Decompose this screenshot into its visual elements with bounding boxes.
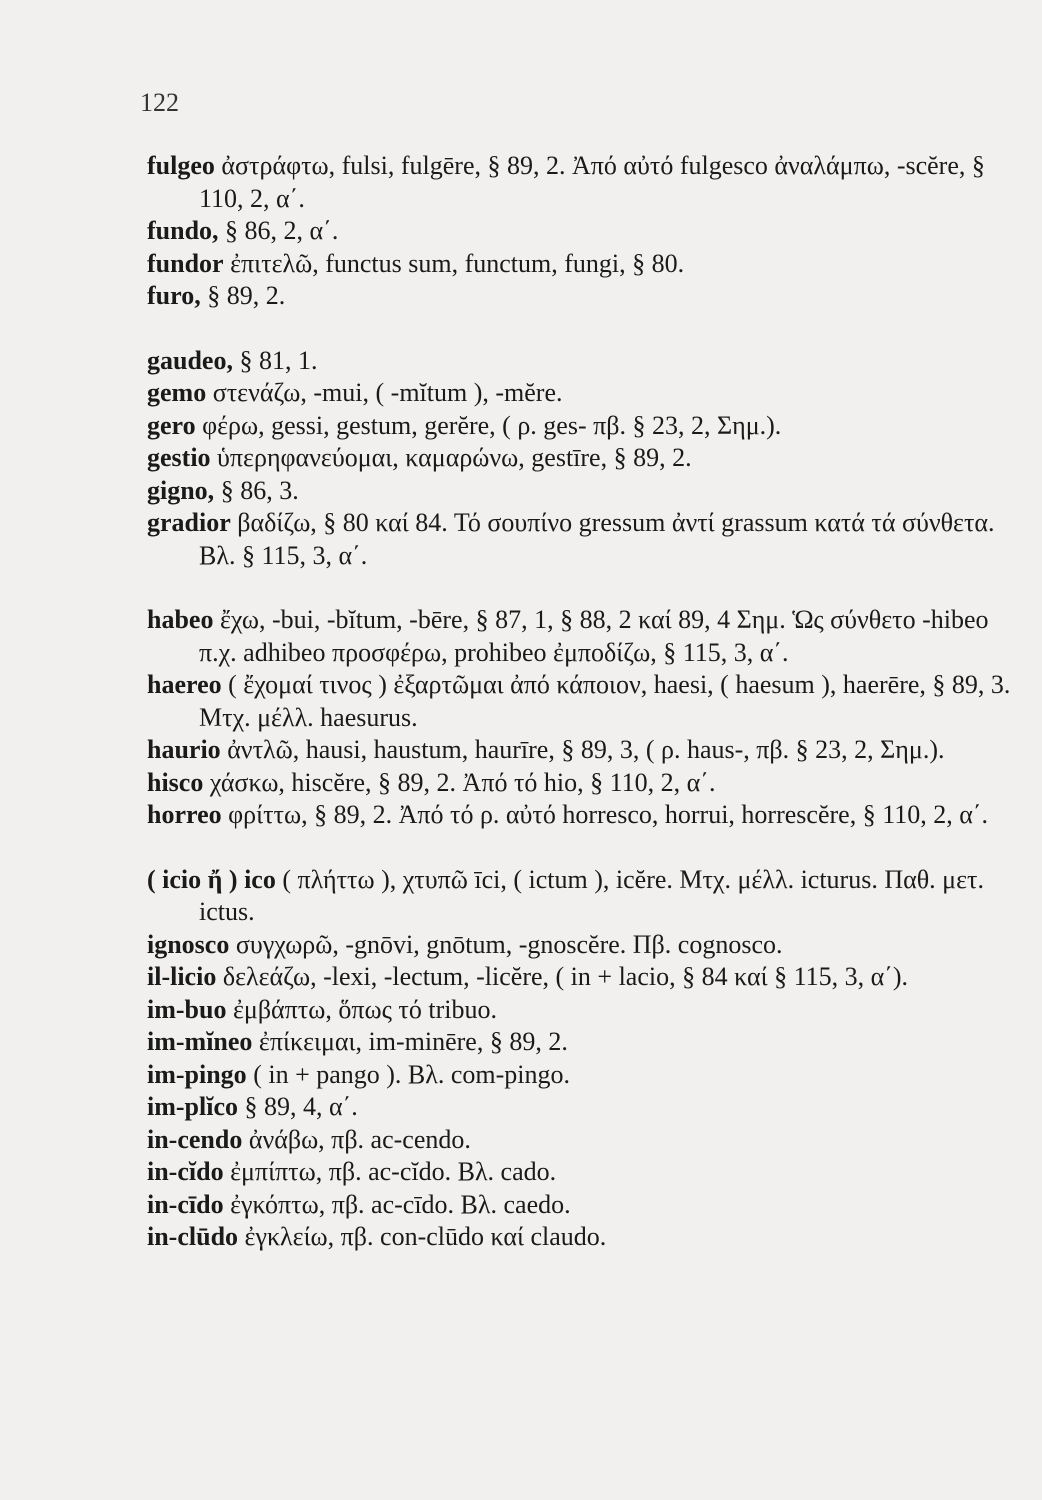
entry-body: ἔχω, -bui, -bĭtum, -bēre, § 87, 1, § 88, 2 καί 89, 4 Σημ. Ὡς σύνθετο -hibeo π.χ. adhibeo προσφέρω, prohibeo ἐμποδίζω, § 115, 3, α΄. [199,605,989,667]
entry-head: im-plĭco [147,1092,238,1121]
entry-gemo [147,377,1027,410]
entry-body: στενάζω, -mui, ( -mĭtum ), -mĕre. [212,378,563,407]
entry-head: haurio [147,735,221,764]
entry-head: ignosco [147,929,230,959]
entry-in-cido-short [147,1156,1027,1189]
entry-head: in-cīdo [147,1189,224,1219]
entry-body: ἀντλῶ, hausi, haustum, haurīre, § 89, 3, ( ρ. haus-, πβ. § 23, 2, Σημ.). [227,735,945,764]
entry-haurio [147,734,1027,767]
entry-gradior [147,507,1027,572]
entry-body: § 86, 3. [220,475,299,505]
entry-head: haereo [147,670,222,699]
entry-body: ( πλήττω ), χτυπῶ īci, ( ictum ), icĕre. Μτχ. μέλλ. icturus. Παθ. μετ. ictus. [199,864,984,926]
entry-head: gemo [147,378,207,407]
entry-fundo [147,215,1027,248]
entry-body: βαδίζω, § 80 καί 84. Τό σουπίνο gressum ἀντί grassum κατά τά σύνθετα. Βλ. § 115, 3, α΄. [199,508,995,570]
entry-im-pingo [147,1059,1027,1092]
entry-head: gigno, [147,475,215,505]
entry-body: φρίττω, § 89, 2. Ἀπό τό ρ. αὐτό horresco, horrui, horrescĕre, § 110, 2, α΄. [228,800,989,829]
entry-haereo [147,669,1027,734]
entry-im-plico [147,1091,1027,1124]
entry-head: fundo, [147,216,219,245]
entry-in-cido-long [147,1189,1027,1222]
entry-head: hisco [147,767,204,797]
entry-habeo [147,604,1027,669]
entry-body: ἐγκλείω, πβ. con-clūdo καί claudo. [244,1222,607,1251]
entry-head: im-pingo [147,1059,247,1089]
entry-furo [147,280,1027,313]
entry-gero [147,410,1027,443]
entry-body: § 89, 4, α΄. [244,1092,358,1121]
entry-body: φέρω, gessi, gestum, gerĕre, ( ρ. ges- πβ. § 23, 2, Σημ.). [202,410,782,440]
entry-fundor [147,248,1027,281]
entry-body: ( in + pango ). Βλ. com-pingo. [253,1059,571,1089]
entry-head: gradior [147,508,231,537]
entry-list [147,150,1027,1254]
entry-im-mineo [147,1026,1027,1059]
entry-head: gaudeo, [147,345,233,375]
entry-body: δελεάζω, -lexi, -lectum, -licĕre, ( in + lacio, § 84 καί § 115, 3, α΄). [222,962,909,991]
page-number: 122 [140,88,179,117]
entry-head: in-cendo [147,1124,243,1154]
entry-body: ἐμπίπτω, πβ. ac-cĭdo. Βλ. cado. [230,1157,557,1186]
entry-gestio [147,442,1027,475]
entry-body: ( ἔχομαί τινος ) ἐξαρτῶμαι ἀπό κάποιον, haesi, ( haesum ), haerēre, § 89, 3. Μτχ. μέλλ. haesurus. [199,670,1011,732]
entry-head: habeo [147,605,214,634]
entry-head: gestio [147,443,211,472]
entry-body: ἐγκόπτω, πβ. ac-cīdo. Βλ. caedo. [230,1189,571,1219]
entry-horreo [147,799,1027,832]
entry-icio [147,864,1027,929]
entry-head: fundor [147,248,224,278]
entry-head: fulgeo [147,151,215,180]
entry-head: horreo [147,800,222,829]
entry-body: ἐπίκειμαι, im-minēre, § 89, 2. [258,1027,568,1056]
entry-body: ἐμβάπτω, ὅπως τό tribuo. [232,994,497,1024]
entry-fulgeo [147,150,1027,215]
entry-body: § 86, 2, α΄. [225,216,339,245]
entry-head: furo, [147,281,201,310]
entry-head: ( icio ἤ ) ico [147,864,276,894]
entry-body: ἀνάβω, πβ. ac-cendo. [248,1124,471,1154]
entry-head: gero [147,410,196,440]
entry-body: συγχωρῶ, -gnōvi, gnōtum, -gnoscĕre. Πβ. cognosco. [235,929,783,959]
entry-head: il-licio [147,962,217,991]
entry-im-buo [147,994,1027,1027]
entry-head: in-clūdo [147,1222,239,1251]
entry-head: im-mĭneo [147,1027,253,1056]
entry-gaudeo [147,345,1027,378]
entry-gigno [147,475,1027,508]
entry-body: χάσκω, hiscĕre, § 89, 2. Ἀπό τό hio, § 110, 2, α΄. [209,767,716,797]
entry-in-cendo [147,1124,1027,1157]
entry-body: ἐπιτελῶ, functus sum, functum, fungi, § 80. [230,248,685,278]
entry-body: § 81, 1. [239,345,318,375]
entry-ignosco [147,929,1027,962]
entry-body: ἀστράφτω, fulsi, fulgēre, § 89, 2. Ἀπό αὐτό fulgesco ἀναλάμπω, -scĕre, § 110, 2, α΄. [199,151,985,213]
entry-hisco [147,767,1027,800]
entry-in-cludo [147,1221,1027,1254]
entry-body: ὑπερηφανεύομαι, καμαρώνω, gestīre, § 89, 2. [217,443,692,472]
entry-body: § 89, 2. [207,281,286,310]
entry-il-licio [147,961,1027,994]
entry-head: im-buo [147,994,227,1024]
entry-head: in-cĭdo [147,1157,224,1186]
